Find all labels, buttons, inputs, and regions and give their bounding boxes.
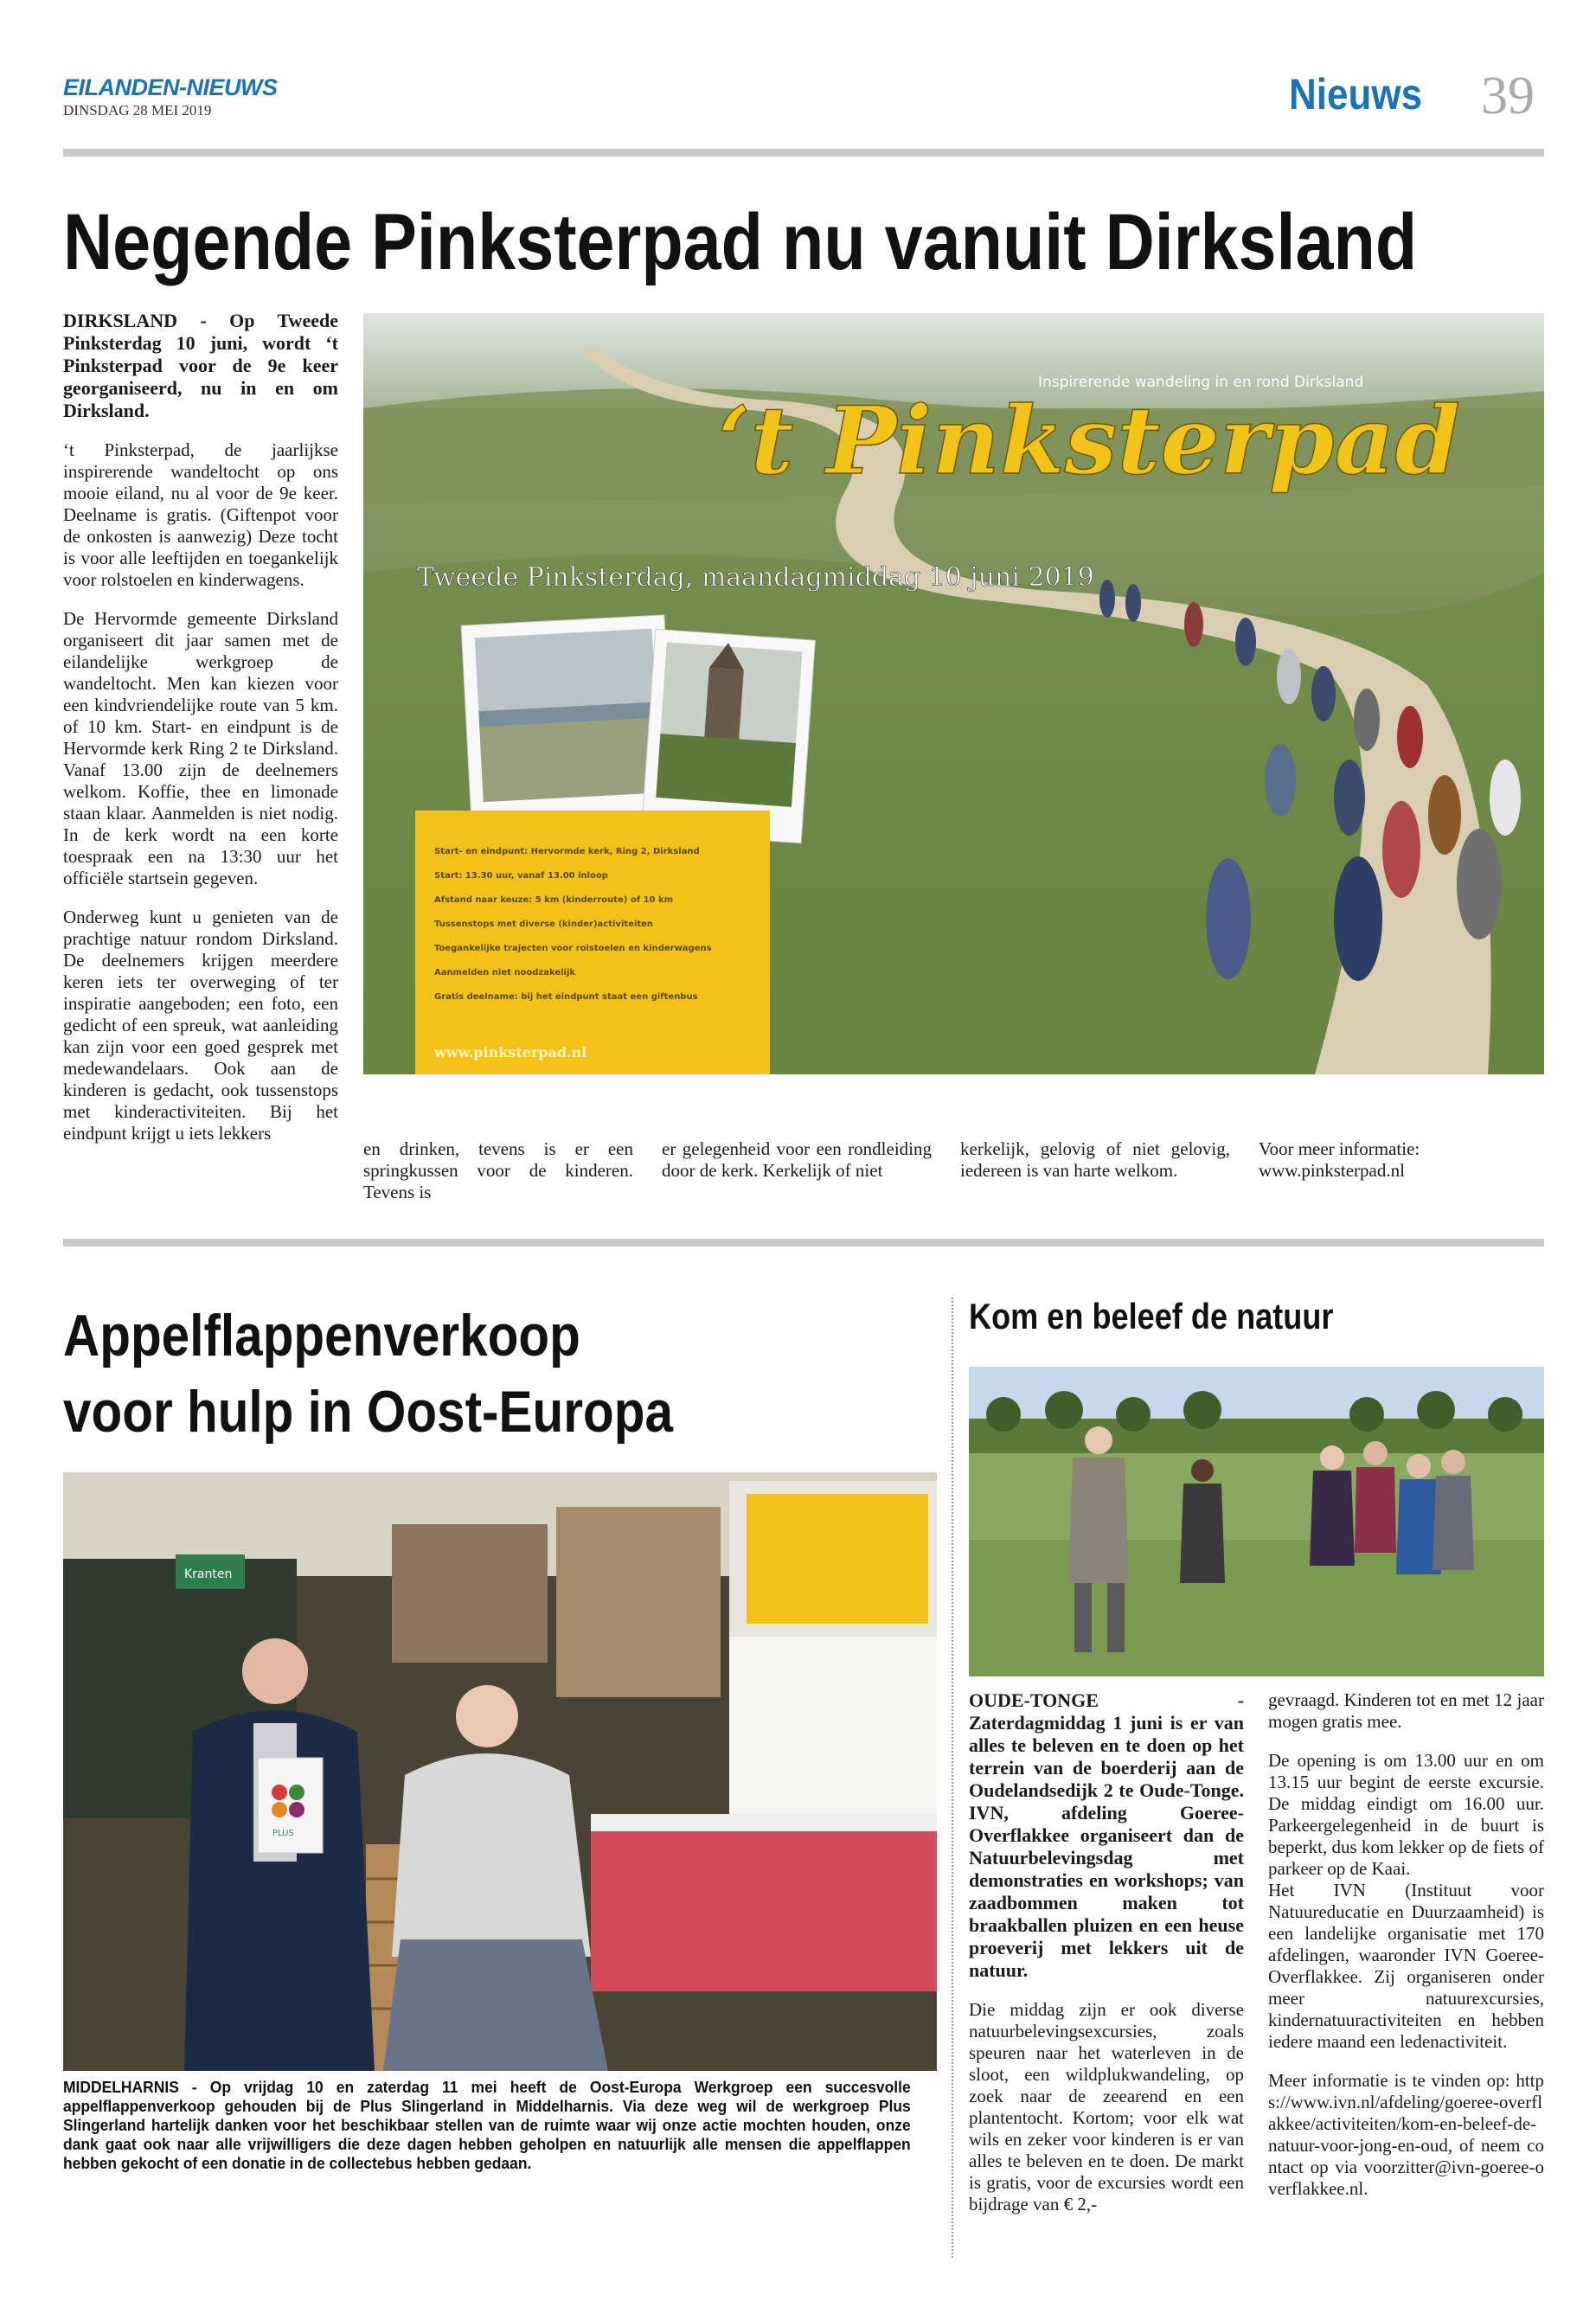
article1-paragraph: ‘t Pinksterpad, de jaarlijkse inspirerende wandeltocht op ons mooie eiland, nu al voor de 9e keer. Deelname is gratis. (Giftenpot voor de onkosten is aanwezig) Deze tocht is voor alle leeftijden en toegankelijk voor rolstoelen en kinderwagens. — [63, 439, 338, 590]
nature-photo — [969, 1367, 1544, 1676]
poster-date-line: Tweede Pinksterdag, maandagmiddag 10 juni 2019 — [417, 562, 1094, 593]
section-label: Nieuws — [1289, 70, 1423, 119]
bag-label: PLUS — [272, 1829, 294, 1838]
article1-column4: kerkelijk, gelovig of niet gelovig, iedereen is van harte welkom. — [960, 1138, 1230, 1181]
poster-info-line: Start- en eindpunt: Hervormde kerk, Ring 2, Dirksland — [434, 847, 700, 856]
header-divider — [63, 149, 1544, 157]
article1-column3: er gelegenheid voor een rondleiding door de kerk. Kerkelijk of niet — [662, 1138, 932, 1181]
article3-paragraph: De opening is om 13.00 uur en om 13.15 uur begint de eerste excursie. De middag eindigt om 16.00 uur. Parkeergelegenheid in de buurt is beperkt, dus kom lekker op de fiets of parkeer op de Kaai. — [1268, 1750, 1544, 1879]
article3-lead: OUDE-TONGE - Zaterdagmiddag 1 juni is er van alles te beleven en te doen op het terrein van de boerderij aan de Oudelandsedijk 2 te Oude-Tonge. IVN, afdeling Goeree-Overflakkee organiseert dan de Natuurbelevingsdag met demonstraties en workshops; van zaadbommen maken tot braakballen pluizen en een heuse proeverij met lekkers uit de natuur. — [969, 1689, 1244, 1981]
article3-column1 — [969, 1689, 1244, 2233]
poster-info-line: Toegankelijke trajecten voor rolstoelen en kinderwagens — [434, 944, 712, 953]
article3-paragraph: gevraagd. Kinderen tot en met 12 jaar mogen gratis mee. — [1268, 1689, 1544, 1732]
page-number: 39 — [1481, 67, 1535, 125]
shop-photo-graphic — [63, 1472, 937, 2071]
newspaper-logo: EILANDEN-NIEUWS — [63, 74, 278, 100]
article1-paragraph: De Hervormde gemeente Dirksland organiseert dit jaar samen met de eilandelijke werkgroep de wandeltocht. Men kan kiezen voor een kindvriendelijke route van 5 km. of 10 km. Start- en eindpunt is de Hervormde kerk Ring 2 te Dirksland. Vanaf 13.00 zijn de deelnemers welkom. Koffie, thee en limonade staan klaar. Aanmelden is niet nodig. In de kerk wordt na een korte toespraak een na 13:30 uur het officiële startsein gegeven. — [63, 608, 338, 888]
poster-info-line: Afstand naar keuze: 5 km (kinderroute) of 10 km — [434, 895, 674, 905]
poster-tagline: Inspirerende wandeling in en rond Dirksland — [1038, 374, 1364, 391]
poster-info-line: Tussenstops met diverse (kinder)activiteiten — [434, 920, 654, 929]
photo-caption: MIDDELHARNIS - Op vrijdag 10 en zaterdag 11 mei heeft de Oost-Europa Werkgroep een succesvolle appelflappenverkoop gehouden bij de Plus Slingerland in Middelharnis. Via deze weg wil de werkgroep Plus Slingerland hartelijk danken voor het beschikbaar stellen van de ruimte waar wij onze actie mochten houden, onze dank gaat ook naar alle vrijwilligers die deze dagen hebben geholpen en natuurlijk alle mensen die appelflappen hebben gekocht of een donatie in de collectebus hebben gedaan. — [63, 2079, 911, 2172]
article3-column2 — [1268, 1689, 1544, 2217]
article1-paragraph: Onderweg kunt u genieten van de prachtige natuur rondom Dirksland. De deelnemers krijgen meerdere keren iets ter overweging of ter inspiratie aangeboden; een foto, een gedicht of een spreuk, wat aanleiding kan zijn voor een goed gesprek met medewandelaars. Ook aan de kinderen is gedacht, ook tussenstops met kinderactiviteiten. Bij het eindpunt krijgt u iets lekkers — [63, 907, 338, 1144]
poster-graphic — [363, 313, 1544, 1074]
poster-info-line: Aanmelden niet noodzakelijk — [434, 968, 576, 977]
nature-photo-graphic — [969, 1367, 1544, 1676]
article1-headline: Negende Pinksterpad nu vanuit Dirksland — [63, 198, 1418, 286]
article1-column1 — [63, 310, 338, 1162]
article2-headline-line2: voor hulp in Oost-Europa — [63, 1379, 673, 1445]
poster-url: www.pinksterpad.nl — [434, 1044, 587, 1061]
section-divider — [63, 1239, 1544, 1247]
article2-headline — [63, 1298, 673, 1450]
shop-sign: Kranten — [184, 1567, 233, 1581]
article3-paragraph: Het IVN (Instituut voor Natuureducatie en Duurzaamheid) is een landelijke organisatie met 170 afdelingen, waaronder IVN Goeree-Overflakkee. Zij organiseren onder meer natuurexcursies, kindernatuuractiviteiten en hebben iedere maand een ledenactiviteit. — [1268, 1880, 1544, 2052]
article1-column5: Voor meer informatie: www.pinksterpad.nl — [1259, 1138, 1420, 1181]
appelflappen-photo — [63, 1472, 937, 2071]
pinksterpad-poster — [363, 313, 1544, 1074]
article3-paragraph: Die middag zijn er ook diverse natuurbelevingsexcursies, zoals speuren naar het waterleven in de sloot, een wildplukwandeling, op zoek naar de zeearend en een plantentocht. Kortom; voor elk wat wils en zeker voor kinderen is er van alles te beleven en te doen. De markt is gratis, voor de excursies wordt een bijdrage van € 2,- — [969, 1999, 1244, 2214]
poster-info-line: Start: 13.30 uur, vanaf 13.00 inloop — [434, 871, 608, 881]
article1-lead: DIRKSLAND - Op Tweede Pinksterdag 10 juni, wordt ‘t Pinksterpad voor de 9e keer georganiseerd, nu in en om Dirksland. — [63, 310, 338, 421]
column-separator — [952, 1298, 953, 2258]
issue-date: DINSDAG 28 MEI 2019 — [63, 102, 212, 119]
poster-title: ‘t Pinksterpad — [718, 387, 1460, 496]
poster-info-line: Gratis deelname: bij het eindpunt staat een giftenbus — [434, 992, 698, 1002]
article2-headline-line1: Appelflappenverkoop — [63, 1303, 580, 1368]
article3-paragraph: Meer informatie is te vinden op: https://www.ivn.nl/afdeling/goeree-overflakkee/activiteiten/kom-en-beleef-de-natuur-voor-jong-en-oud, of neem contact op via voorzitter@ivn-goeree-overflakkee.nl. — [1268, 2070, 1544, 2199]
article3-headline: Kom en beleef de natuur — [969, 1296, 1334, 1336]
article1-column2: en drinken, tevens is er een springkussen voor de kinderen. Tevens is — [363, 1138, 633, 1202]
